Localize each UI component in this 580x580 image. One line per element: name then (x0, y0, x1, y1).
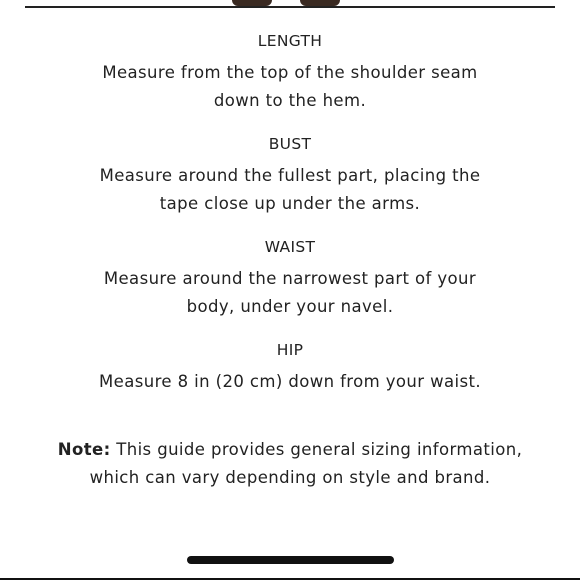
section-description: Measure from the top of the shoulder seam down to the hem. (102, 63, 478, 110)
section-description: Measure 8 in (20 cm) down from your waist. (99, 372, 481, 391)
section-bust (0, 133, 580, 218)
section-heading: HIP (276, 341, 304, 359)
note-label: Note: (57, 440, 111, 459)
section-description: Measure around the fullest part, placing the tape close up under the arms. (99, 166, 481, 213)
top-divider (25, 6, 555, 8)
note-text: This guide provides general sizing information, which can vary depending on style and brand. (89, 440, 523, 487)
section-heading: WAIST (264, 238, 316, 256)
size-guide (0, 30, 580, 414)
home-indicator[interactable] (187, 556, 394, 564)
section-hip (0, 339, 580, 396)
section-heading: BUST (268, 135, 312, 153)
section-heading: LENGTH (257, 32, 323, 50)
sizing-note (50, 436, 530, 492)
section-length (0, 30, 580, 115)
section-waist (0, 236, 580, 321)
section-description: Measure around the narrowest part of your body, under your navel. (103, 269, 477, 316)
